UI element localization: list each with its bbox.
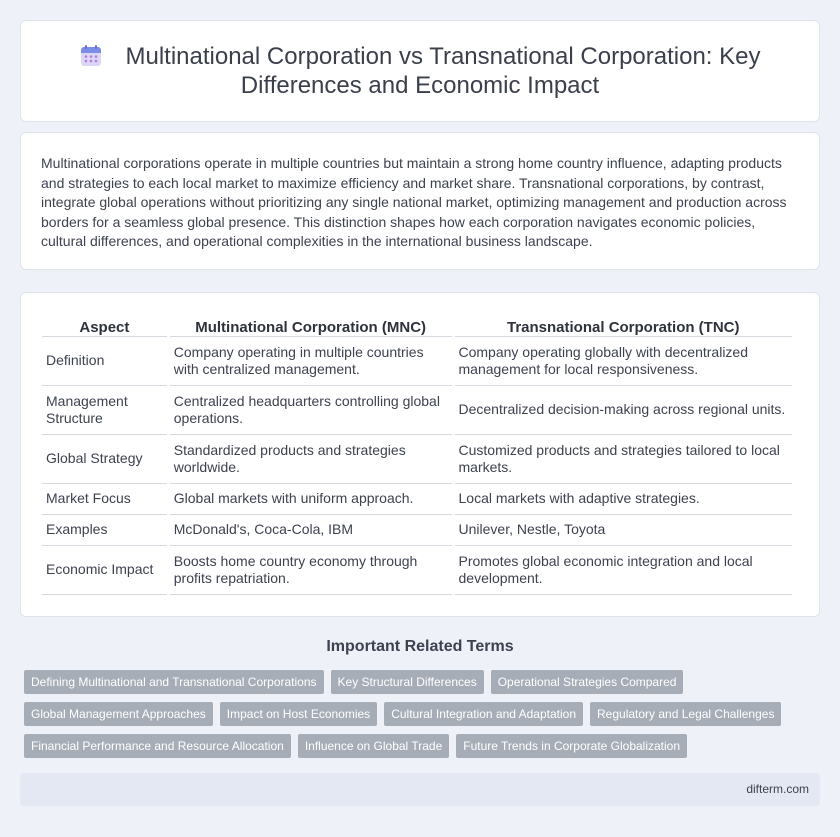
tag-row (24, 734, 824, 758)
comparison-table (39, 315, 795, 595)
related-terms-title: Important Related Terms (326, 638, 514, 655)
related-term-tag[interactable]: Global Management Approaches (24, 702, 213, 726)
related-term-tag[interactable]: Defining Multinational and Transnational Corporations (24, 670, 324, 694)
related-term-tag[interactable]: Key Structural Differences (331, 670, 484, 694)
cell-mnc: Centralized headquarters controlling global operations. (170, 386, 452, 435)
related-terms-list (24, 670, 824, 766)
cell-tnc: Customized products and strategies tailored to local markets. (455, 435, 793, 484)
cell-tnc: Company operating globally with decentralized management for local responsiveness. (455, 337, 793, 386)
comparison-table-card (20, 292, 820, 617)
table-row (42, 484, 792, 515)
header-aspect: Aspect (42, 315, 167, 337)
cell-mnc: Boosts home country economy through profits repatriation. (170, 546, 452, 595)
cell-aspect: Definition (42, 337, 167, 386)
related-term-tag[interactable]: Future Trends in Corporate Globalization (456, 734, 687, 758)
cell-tnc: Decentralized decision-making across regional units. (455, 386, 793, 435)
page-title-text: Multinational Corporation vs Transnational Corporation: Key Differences and Economic Impact (125, 43, 761, 99)
cell-aspect: Economic Impact (42, 546, 167, 595)
footer-site-link[interactable]: difterm.com (746, 782, 809, 796)
cell-mnc: McDonald's, Coca-Cola, IBM (170, 515, 452, 546)
header-card (20, 20, 820, 122)
related-term-tag[interactable]: Financial Performance and Resource Allocation (24, 734, 291, 758)
table-row (42, 515, 792, 546)
related-term-tag[interactable]: Impact on Host Economies (220, 702, 377, 726)
related-term-tag[interactable]: Influence on Global Trade (298, 734, 449, 758)
page-title (61, 42, 779, 100)
intro-card (20, 132, 820, 270)
header-mnc: Multinational Corporation (MNC) (170, 315, 452, 337)
cell-mnc: Company operating in multiple countries with centralized management. (170, 337, 452, 386)
tag-row (24, 670, 824, 694)
cell-tnc: Unilever, Nestle, Toyota (455, 515, 793, 546)
tag-row (24, 702, 824, 726)
table-row (42, 546, 792, 595)
cell-tnc: Local markets with adaptive strategies. (455, 484, 793, 515)
table-header-row (42, 315, 792, 337)
cell-tnc: Promotes global economic integration and local development. (455, 546, 793, 595)
intro-paragraph: Multinational corporations operate in multiple countries but maintain a strong home country influence, adapting products and strategies to each local market to maximize efficiency and market share. Transnational corporations, by contrast, integrate global operations without prioritizing any single national market, optimizing management and production across borders for a seamless global presence. This distinction shapes how each corporation navigates economic policies, cultural differences, and operational complexities in the international business landscape. (41, 155, 787, 250)
cell-mnc: Standardized products and strategies worldwide. (170, 435, 452, 484)
header-tnc: Transnational Corporation (TNC) (455, 315, 793, 337)
cell-mnc: Global markets with uniform approach. (170, 484, 452, 515)
table-row (42, 337, 792, 386)
cell-aspect: Examples (42, 515, 167, 546)
related-term-tag[interactable]: Regulatory and Legal Challenges (590, 702, 781, 726)
cell-aspect: Global Strategy (42, 435, 167, 484)
related-term-tag[interactable]: Operational Strategies Compared (491, 670, 684, 694)
cell-aspect: Market Focus (42, 484, 167, 515)
calendar-icon (79, 44, 103, 68)
related-term-tag[interactable]: Cultural Integration and Adaptation (384, 702, 583, 726)
cell-aspect: Management Structure (42, 386, 167, 435)
table-row (42, 386, 792, 435)
footer (20, 773, 820, 806)
table-row (42, 435, 792, 484)
